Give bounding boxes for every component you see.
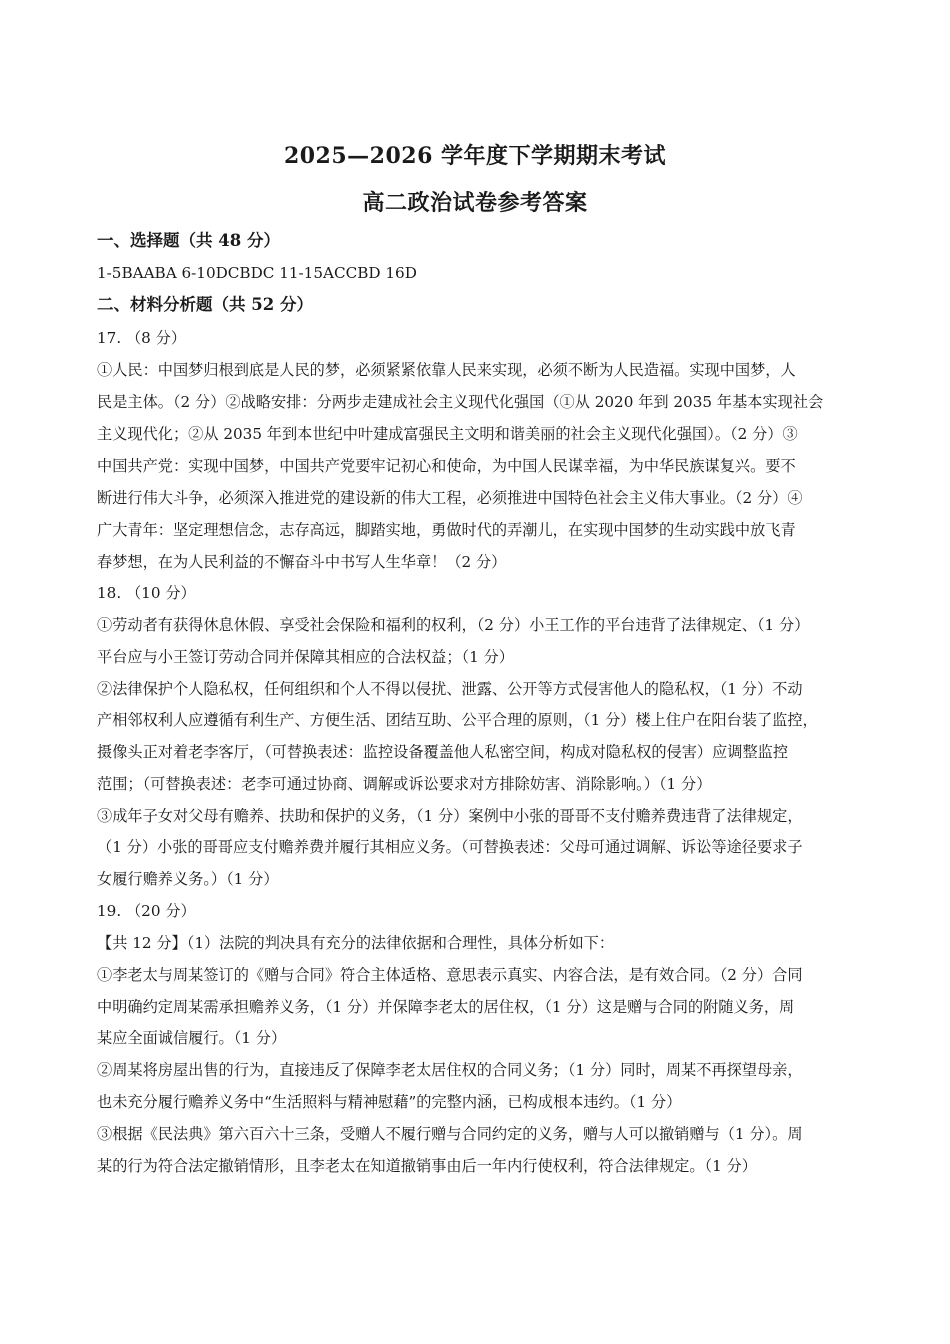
q19-line: 中明确约定周某需承担赡养义务，（1 分）并保障李老太的居住权，（1 分）这是赠与合同的附随义务，周 xyxy=(97,998,795,1016)
q18-line: （1 分）小张的哥哥应支付赡养费并履行其相应义务。（可替换表述：父母可通过调解、诉讼等途径要求子 xyxy=(97,838,803,856)
q17-line: 断进行伟大斗争，必须深入推进党的建设新的伟大工程，必须推进中国特色社会主义伟大事业。（2 分）④ xyxy=(97,489,803,507)
q19-line: ②周某将房屋出售的行为，直接违反了保障李老太居住权的合同义务；（1 分）同时，周某不再探望母亲， xyxy=(97,1061,803,1079)
document-subtitle: 高二政治试卷参考答案 xyxy=(362,190,588,216)
q17-line: 主义现代化；②从 2035 年到本世纪中叶建成富强民主文明和谐美丽的社会主义现代化强国）。（2 分）③ xyxy=(97,425,798,443)
q18-line: 女履行赡养义务。）（1 分） xyxy=(97,870,279,888)
q18-line: 摄像头正对着老李客厅，（可替换表述：监控设备覆盖他人私密空间，构成对隐私权的侵害）应调整监控 xyxy=(97,743,789,761)
q18-line: ②法律保护个人隐私权，任何组织和个人不得以侵扰、泄露、公开等方式侵害他人的隐私权，（1 分）不动 xyxy=(97,680,803,698)
q18-line: 范围；（可替换表述：老李可通过协商、调解或诉讼要求对方排除妨害、消除影响。）（1 分） xyxy=(97,775,712,793)
choice-answers: 1-5BAABA 6-10DCBDC 11-15ACCBD 16D xyxy=(97,264,417,282)
q19-line: ①李老太与周某签订的《赠与合同》符合主体适格、意思表示真实、内容合法，是有效合同。（2 分）合同 xyxy=(97,966,803,984)
question-18-label: 18. （10 分） xyxy=(97,584,196,602)
question-19-label: 19. （20 分） xyxy=(97,902,196,920)
q18-line: 产相邻权利人应遵循有利生产、方便生活、团结互助、公平合理的原则，（1 分）楼上住户在阳台装了监控， xyxy=(97,711,818,729)
q18-line: ③成年子女对父母有赡养、扶助和保护的义务，（1 分）案例中小张的哥哥不支付赡养费违背了法律规定， xyxy=(97,807,803,825)
section-heading-analysis: 二、材料分析题（共 52 分） xyxy=(97,295,313,314)
q17-line: ①人民：中国梦归根到底是人民的梦，必须紧紧依靠人民来实现，必须不断为人民造福。实现中国梦，人 xyxy=(97,361,796,379)
q19-line: 也未充分履行赡养义务中“生活照料与精神慰藉”的完整内涵，已构成根本违约。（1 分） xyxy=(97,1093,682,1111)
q19-line: 【共 12 分】（1）法院的判决具有充分的法律依据和合理性，具体分析如下： xyxy=(97,934,615,952)
q18-line: ①劳动者有获得休息休假、享受社会保险和福利的权利，（2 分）小王工作的平台违背了法律规定、（1 分） xyxy=(97,616,810,634)
q17-line: 民是主体。（2 分）②战略安排：分两步走建成社会主义现代化强国（①从 2020 年到 2035 年基本实现社会 xyxy=(97,393,824,411)
q17-line: 中国共产党：实现中国梦，中国共产党要牢记初心和使命，为中国人民谋幸福，为中华民族谋复兴。要不 xyxy=(97,457,796,475)
q19-line: 某应全面诚信履行。（1 分） xyxy=(97,1029,287,1047)
q18-line: 平台应与小王签订劳动合同并保障其相应的合法权益；（1 分） xyxy=(97,648,514,666)
section-heading-choice: 一、选择题（共 48 分） xyxy=(97,231,280,250)
q17-line: 广大青年：坚定理想信念，志存高远，脚踏实地，勇做时代的弄潮儿，在实现中国梦的生动实践中放飞青 xyxy=(97,521,796,539)
q19-line: ③根据《民法典》第六百六十三条，受赠人不履行赠与合同约定的义务，赠与人可以撤销赠与（1 分）。周 xyxy=(97,1125,803,1143)
q19-line: 某的行为符合法定撤销情形，且李老太在知道撤销事由后一年内行使权利，符合法律规定。（1 分） xyxy=(97,1157,757,1175)
question-17-label: 17. （8 分） xyxy=(97,329,187,347)
q17-line: 春梦想，在为人民利益的不懈奋斗中书写人生华章！（2 分） xyxy=(97,553,507,571)
document-title: 2025—2026 学年度下学期期末考试 xyxy=(283,143,667,169)
